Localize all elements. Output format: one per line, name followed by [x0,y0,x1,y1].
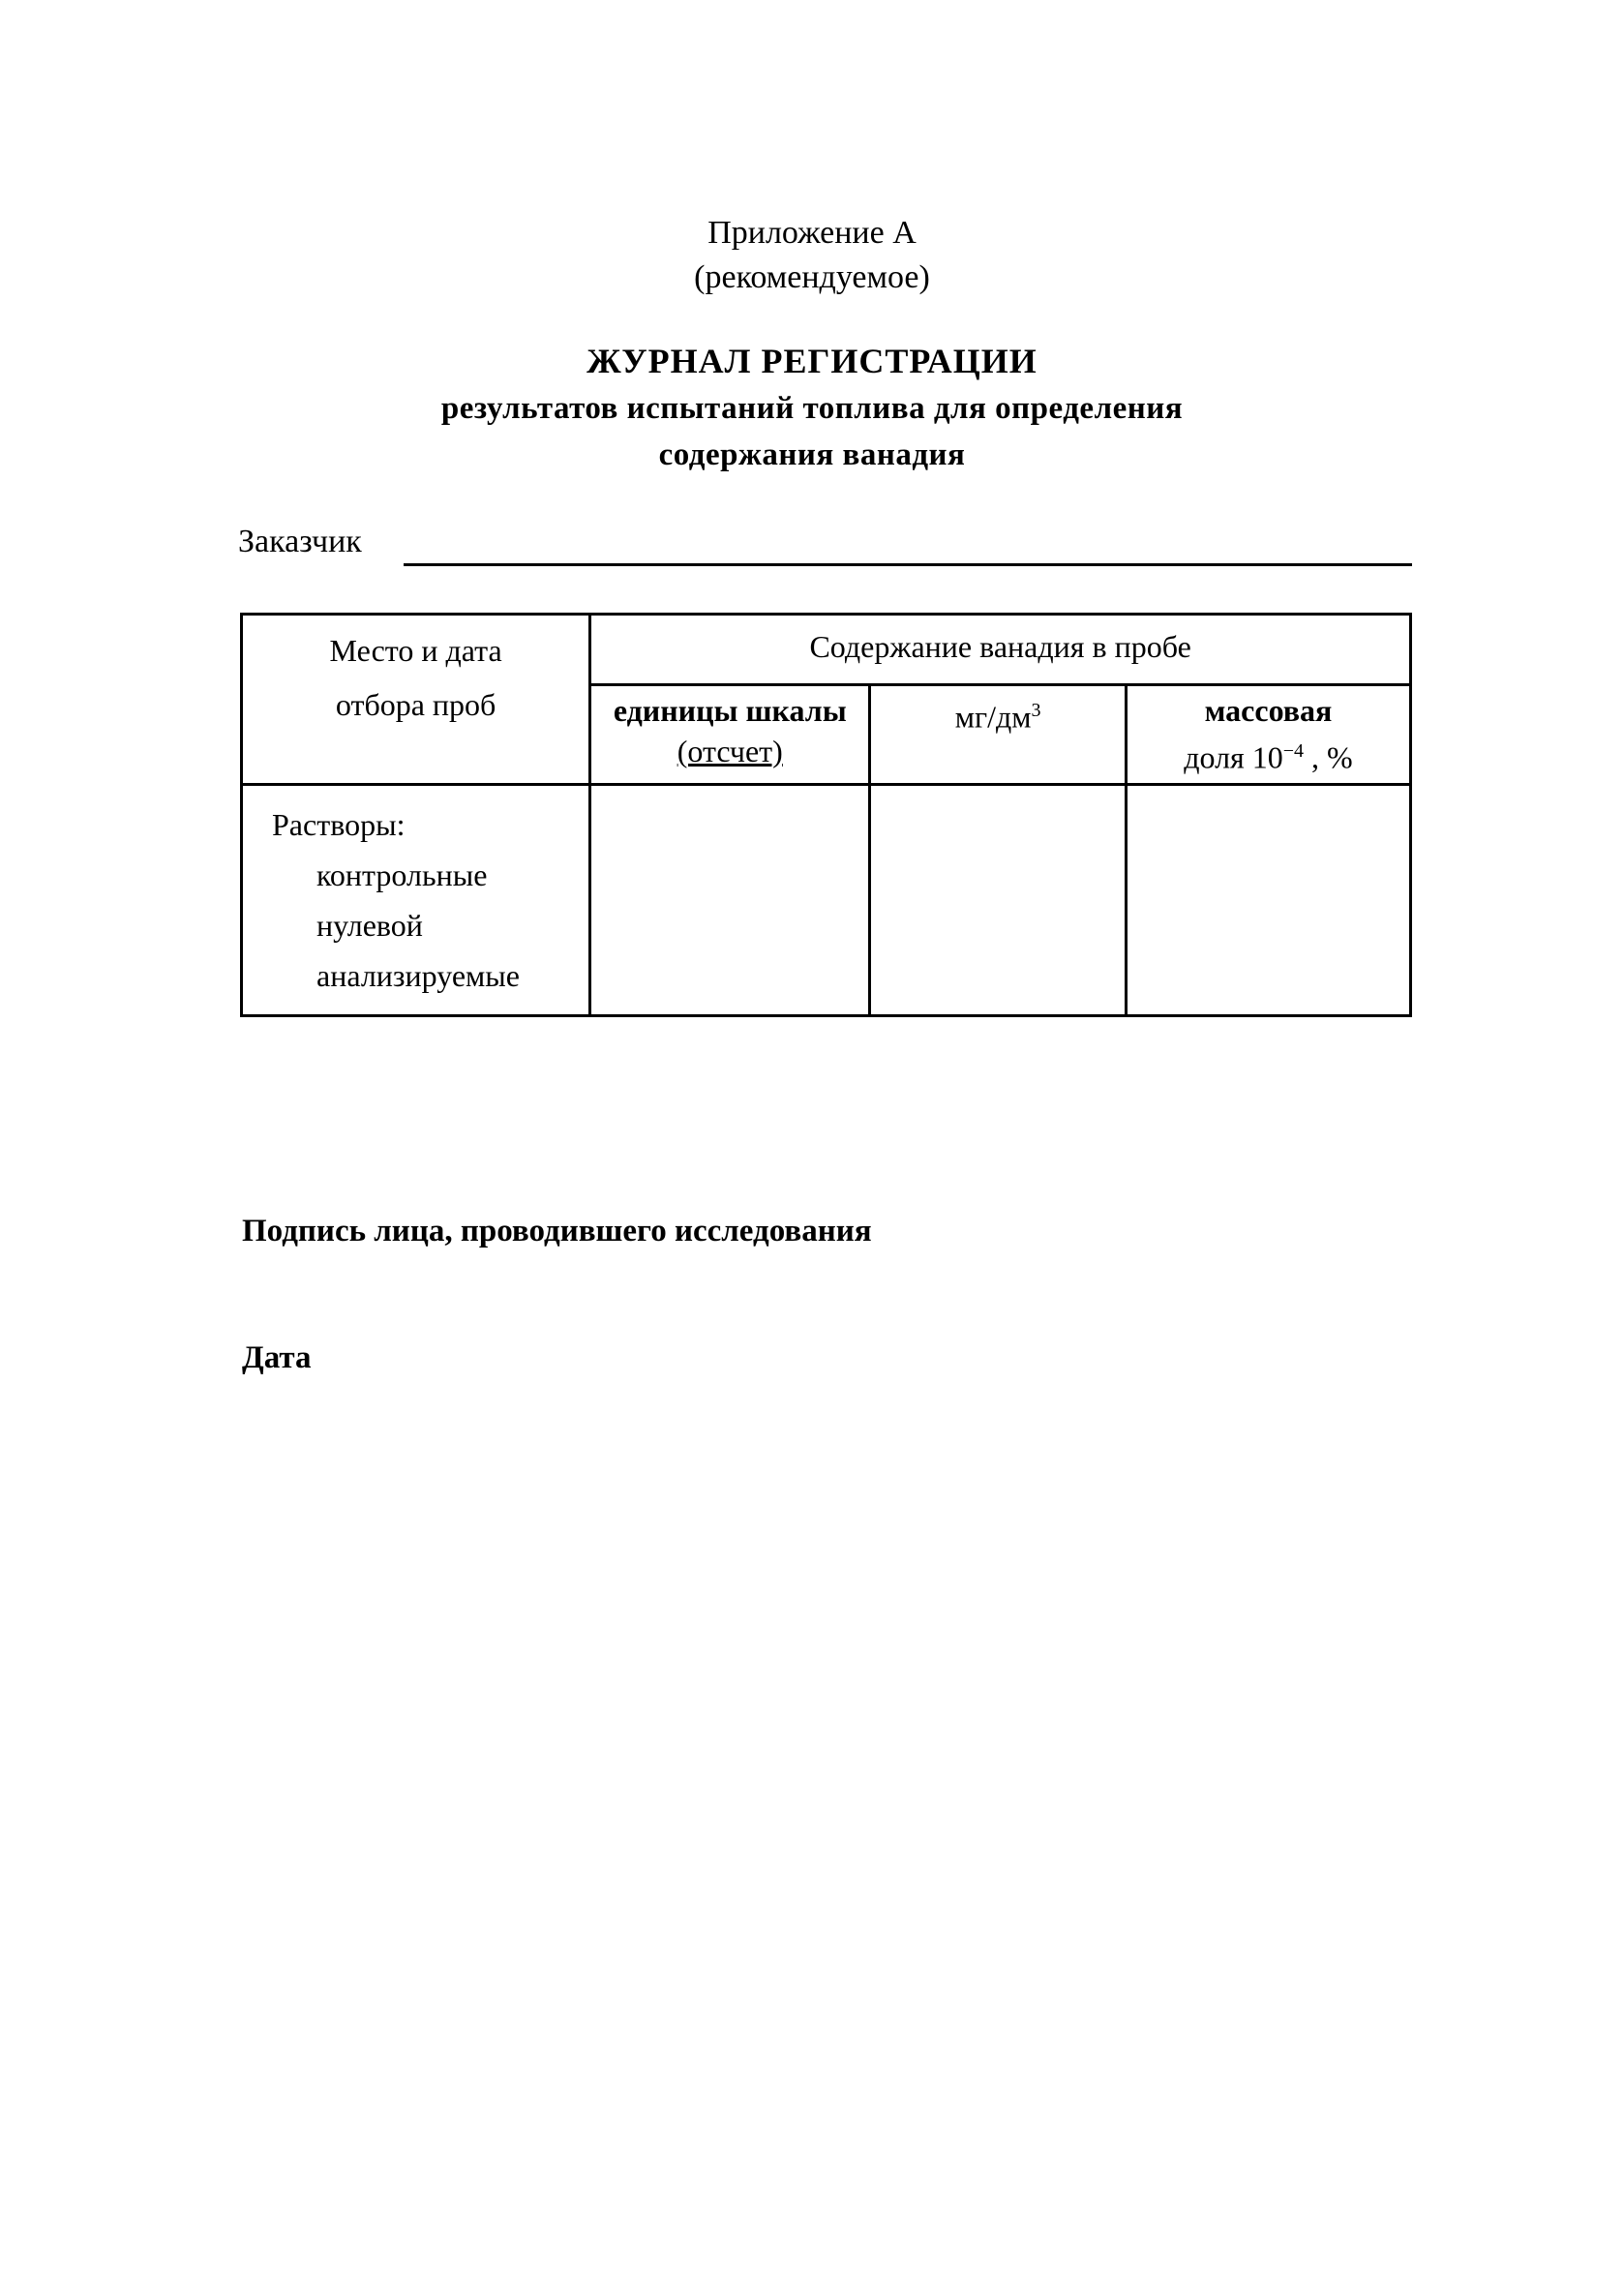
document-subtitle-line2: содержания ванадия [658,437,966,472]
header-place-date-line1: Место и дата [329,633,502,668]
mass-fraction-base: доля 10 [1184,739,1283,775]
registration-table [240,613,1412,1017]
document-subtitle-line1: результатов испытаний топлива для определения [440,391,1184,426]
mass-fraction-exp: −4 [1282,739,1305,762]
appendix-label: Приложение А [707,215,917,251]
cell-mg-dm3[interactable] [870,785,1127,1016]
header-scale-units-line1: единицы шкалы [613,692,847,728]
header-vanadium-content: Содержание ванадия в пробе [590,615,1411,685]
header-mg-dm3-base: мг/дм [954,699,1032,735]
solutions-label: Растворы: [272,807,406,842]
header-scale-units [590,684,870,784]
header-place-date-line2: отбора проб [335,687,496,722]
header-mass-fraction-line1: массовая [1204,692,1333,728]
date-label: Дата [242,1340,312,1375]
solution-analyzed: анализируемые [316,958,520,993]
cell-mass-fraction[interactable] [1126,785,1410,1016]
customer-field-line[interactable] [404,563,1412,566]
signature-label: Подпись лица, проводившего исследования [242,1214,872,1248]
header-mg-dm3-exp: 3 [1031,699,1041,721]
solution-zero: нулевой [316,908,423,943]
mass-fraction-unit: , % [1304,739,1353,775]
header-mass-fraction [1126,684,1410,784]
table-row [242,785,1411,1016]
header-mg-dm3 [870,684,1127,784]
solution-control: контрольные [316,857,488,892]
table-header-row [242,615,1411,685]
header-place-date [242,615,590,785]
document-title: ЖУРНАЛ РЕГИСТРАЦИИ [586,342,1038,380]
customer-label: Заказчик [238,524,362,559]
header-scale-units-line2: (отсчет) [677,733,783,768]
cell-scale-units[interactable] [590,785,870,1016]
solutions-cell [242,785,590,1016]
header-mass-fraction-line2 [1128,731,1409,778]
appendix-note: (рекомендуемое) [694,259,930,295]
